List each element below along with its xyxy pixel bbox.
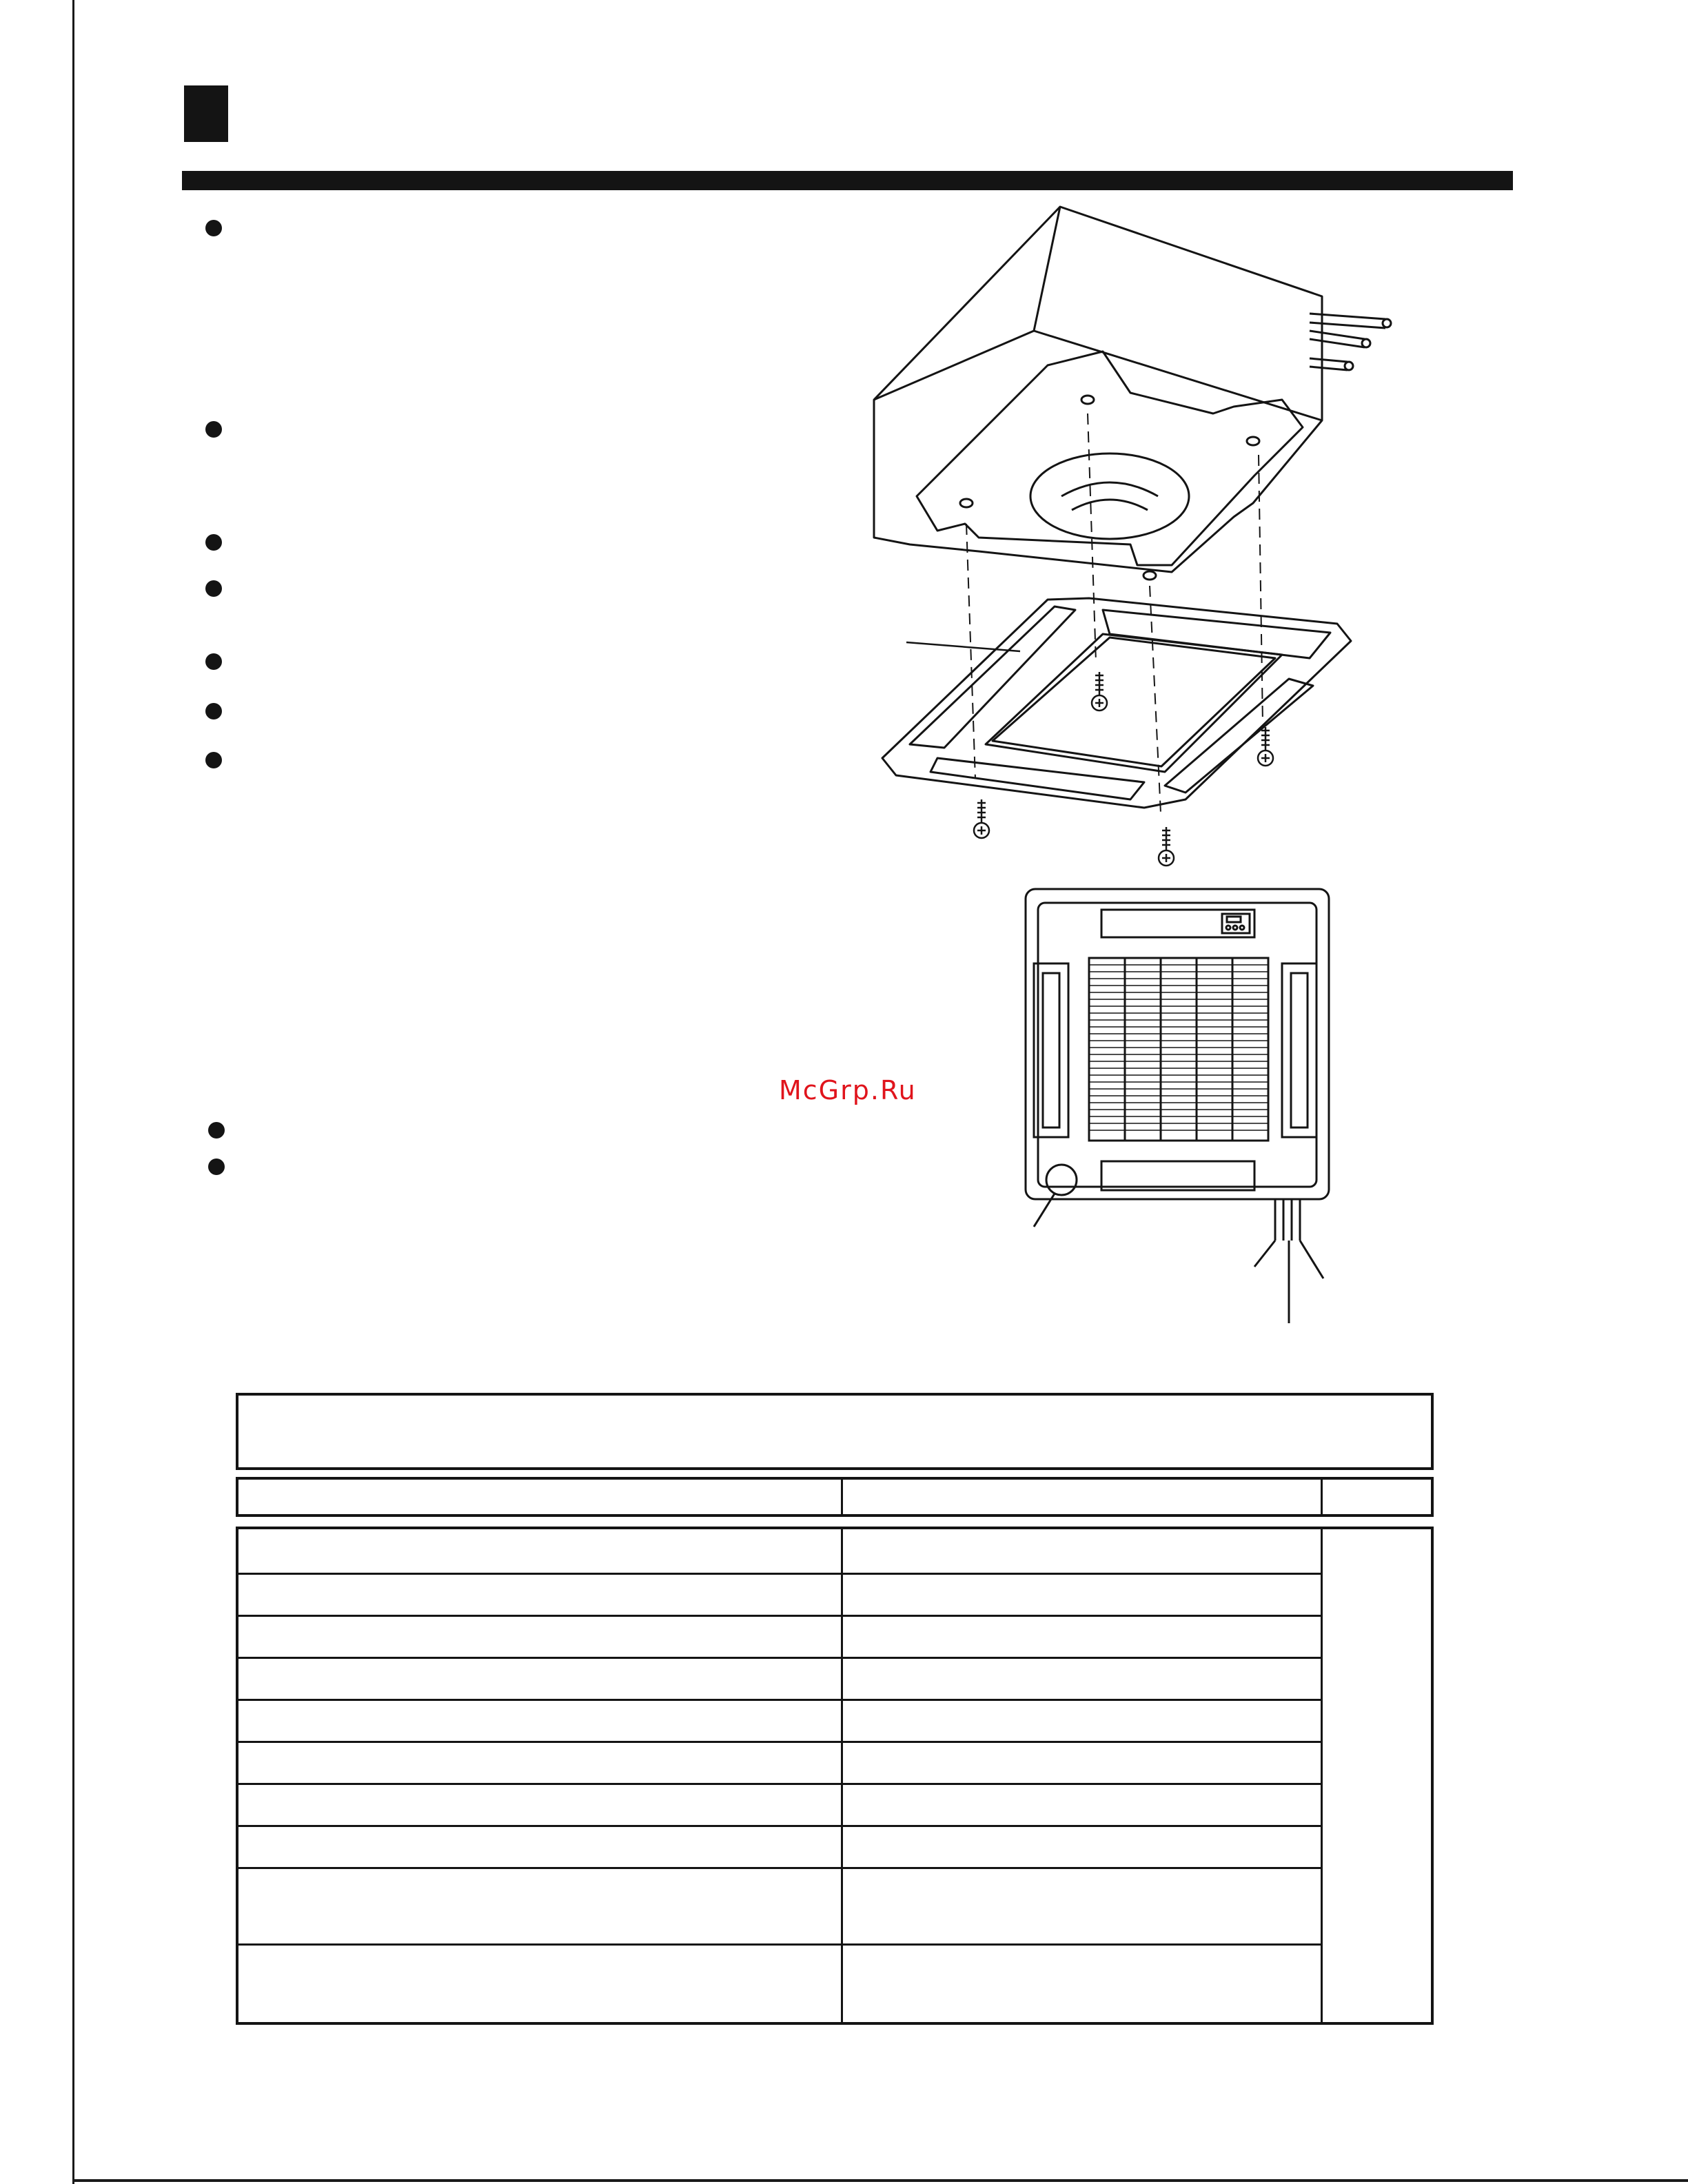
table-title-box: [236, 1393, 1434, 1470]
table-row-line: [236, 1699, 1322, 1701]
bullet-4: [205, 580, 222, 597]
page-bottom-border: [72, 2179, 1688, 2182]
table-row-line: [236, 1741, 1322, 1743]
body-divider-2: [1321, 1527, 1323, 2025]
bullet-2: [205, 421, 222, 438]
bullet-5: [205, 653, 222, 670]
body-divider-1: [841, 1527, 843, 2025]
page-left-border: [72, 0, 74, 2184]
watermark-text: McGrp.Ru: [779, 1075, 917, 1105]
fixing-screw-icon: [974, 672, 1273, 866]
table-row-line: [236, 1867, 1322, 1869]
header-divider-1: [841, 1477, 843, 1517]
section-header-bar: [182, 171, 1513, 190]
bullet-8: [208, 1122, 225, 1139]
bullet-3: [205, 534, 222, 551]
table-row-line: [236, 1657, 1322, 1659]
table-header-row: [236, 1477, 1434, 1517]
table-body: [236, 1527, 1434, 2025]
section-number-block: [184, 85, 228, 142]
indoor-unit-body-icon: [874, 207, 1322, 572]
table-row-line: [236, 1615, 1322, 1617]
table-row-line: [236, 1943, 1322, 1946]
bullet-1: [205, 220, 222, 236]
table-row-line: [236, 1573, 1322, 1575]
bullet-9: [208, 1159, 225, 1175]
bullet-6: [205, 703, 222, 720]
decoration-panel-icon: [882, 598, 1351, 808]
table-row-line: [236, 1783, 1322, 1785]
header-divider-2: [1321, 1477, 1323, 1517]
bullet-7: [205, 752, 222, 768]
table-row-line: [236, 1825, 1322, 1827]
